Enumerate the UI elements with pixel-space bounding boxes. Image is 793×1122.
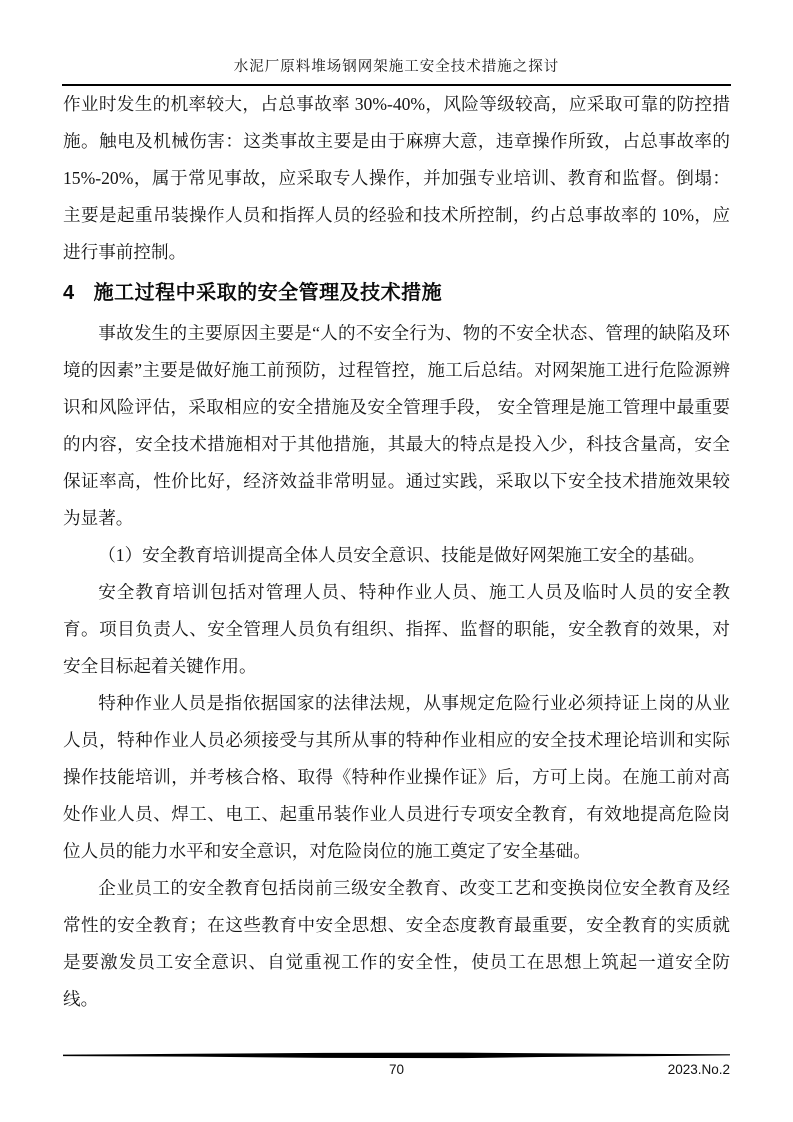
paragraph: 安全教育培训包括对管理人员、特种作业人员、施工人员及临时人员的安全教育。项目负责人、安全管理人员负有组织、指挥、监督的职能，安全教育的效果，对安全目标起着关键作用。 <box>63 582 730 676</box>
issue-number: 2023.No.2 <box>667 1062 730 1077</box>
page-footer <box>63 1052 730 1079</box>
footer-rule <box>63 1052 730 1059</box>
section-heading <box>63 278 730 308</box>
paragraph: 特种作业人员是指依据国家的法律法规，从事规定危险行业必须持证上岗的从业人员，特种作业人员必须接受与其所从事的特种作业相应的安全技术理论培训和实际操作技能培训，并考核合格、取得《特种作业操作证》后，方可上岗。在施工前对高处作业人员、焊工、电工、起重吊装作业人员进行专项安全教育，有效地提高危险岗位人员的能力水平和安全意识，对危险岗位的施工奠定了安全基础。 <box>63 693 730 861</box>
section-heading-text: 施工过程中采取的安全管理及技术措施 <box>93 282 443 304</box>
paragraph: 企业员工的安全教育包括岗前三级安全教育、改变工艺和变换岗位安全教育及经常性的安全教育；在这些教育中安全思想、安全态度教育最重要，安全教育的实质就是要激发员工安全意识、自觉重视工作的安全性，使员工在思想上筑起一道安全防线。 <box>63 878 730 1009</box>
running-header-title: 水泥厂原料堆场钢网架施工安全技术措施之探讨 <box>233 59 560 75</box>
page-number: 70 <box>388 1062 405 1077</box>
document-body <box>63 86 730 1018</box>
footer-meta <box>63 1061 730 1079</box>
paragraph: （1）安全教育培训提高全体人员安全意识、技能是做好网架施工安全的基础。 <box>98 545 706 565</box>
section-heading-number: 4 <box>63 282 75 304</box>
paragraph: 事故发生的主要原因主要是“人的不安全行为、物的不安全状态、管理的缺陷及环境的因素”主要是做好施工前预防，过程管控，施工后总结。对网架施工进行危险源辨识和风险评估，采取相应的安全措施及安全管理手段， 安全管理是施工管理中最重要的内容，安全技术措施相对于其他措施，其最大的特点是投入少，科技含量高，安全保证率高，性价比好，经济效益非常明显。通过实践，采取以下安全技术措施效果较为显著。 <box>63 323 730 528</box>
intro-paragraph: 作业时发生的机率较大，占总事故率 30%-40%，风险等级较高，应采取可靠的防控措施。触电及机械伤害：这类事故主要是由于麻痹大意，违章操作所致，占总事故率的 15%-20%，属于常见事故，应采取专人操作，并加强专业培训、教育和监督。倒塌：主要是起重吊装操作人员和指挥人员的经验和技术所控制，约占总事故率的 10%，应进行事前控制。 <box>63 94 730 262</box>
